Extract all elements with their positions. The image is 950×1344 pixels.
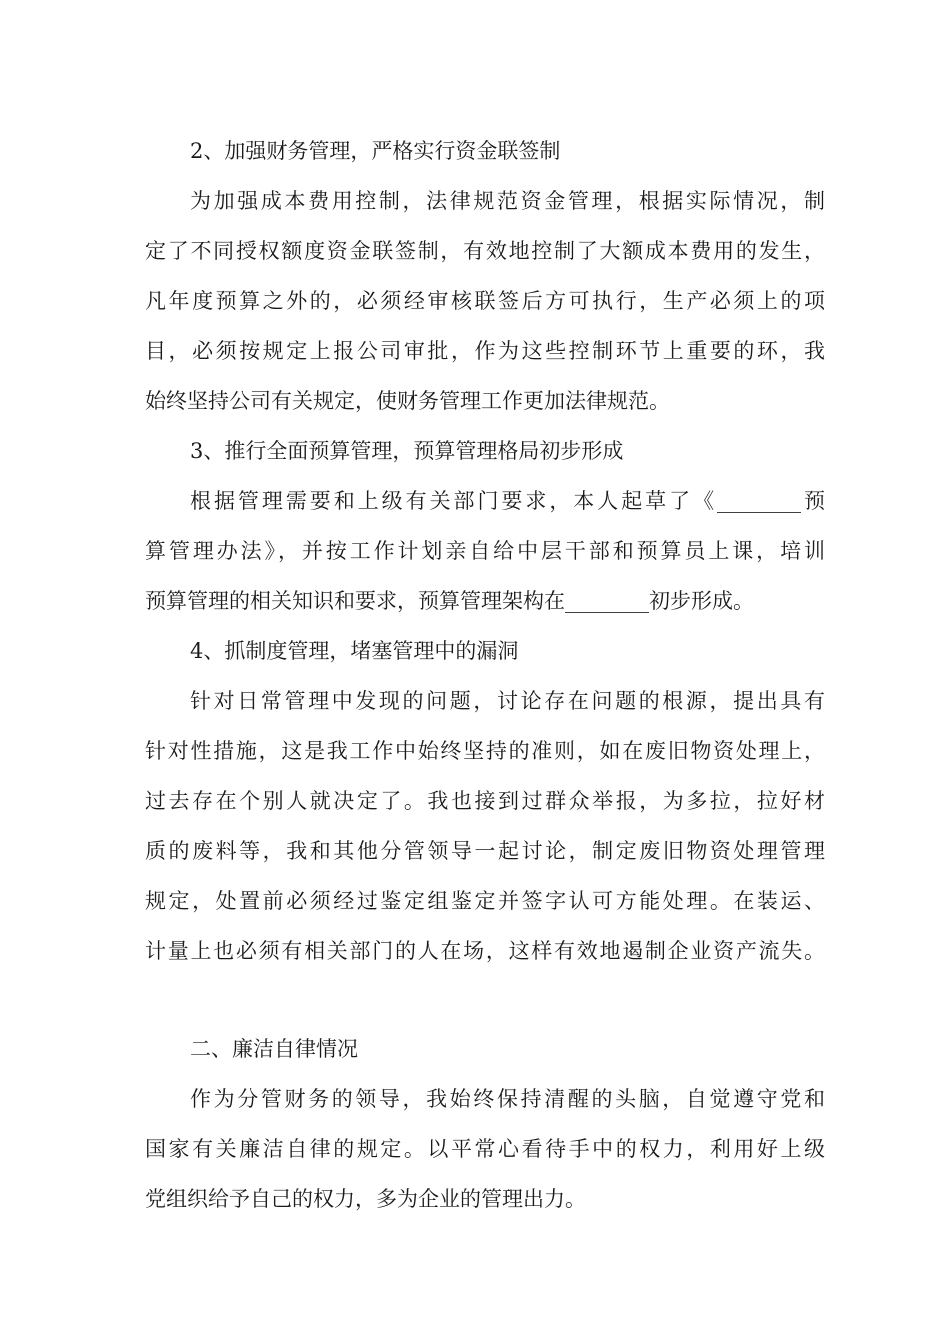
paragraph-line: 始终坚持公司有关规定，使财务管理工作更加法律规范。	[145, 389, 670, 413]
paragraph-line: 针对日常管理中发现的问题，讨论存在问题的根源，提出具有	[190, 689, 825, 713]
paragraph-line: 计量上也必须有相关部门的人在场，这样有效地遏制企业资产流失。	[145, 939, 825, 963]
section-heading-two: 二、廉洁自律情况	[190, 1037, 358, 1061]
paragraph-line: 过去存在个别人就决定了。我也接到过群众举报，为多拉，拉好材	[145, 789, 825, 813]
paragraph-line: 算管理办法》，并按工作计划亲自给中层干部和预算员上课，培训	[145, 539, 825, 563]
paragraph-line: 作为分管财务的领导，我始终保持清醒的头脑，自觉遵守党和	[190, 1087, 825, 1111]
paragraph-line: 目，必须按规定上报公司审批，作为这些控制环节上重要的环，我	[145, 339, 825, 363]
paragraph-line: 规定，处置前必须经过鉴定组鉴定并签字认可方能处理。在装运、	[145, 889, 825, 913]
paragraph-line: 根据管理需要和上级有关部门要求，本人起草了《________预	[190, 489, 825, 513]
paragraph-line: 党组织给予自己的权力，多为企业的管理出力。	[145, 1187, 586, 1211]
section-heading-3: 3、推行全面预算管理，预算管理格局初步形成	[190, 439, 624, 463]
paragraph-line: 定了不同授权额度资金联签制，有效地控制了大额成本费用的发生，	[145, 239, 825, 263]
paragraph-line: 凡年度预算之外的，必须经审核联签后方可执行，生产必须上的项	[145, 289, 825, 313]
section-heading-2: 2、加强财务管理，严格实行资金联签制	[190, 139, 561, 163]
paragraph-line: 质的废料等，我和其他分管领导一起讨论，制定废旧物资处理管理	[145, 839, 825, 863]
section-heading-4: 4、抓制度管理，堵塞管理中的漏洞	[190, 639, 519, 663]
paragraph-line: 预算管理的相关知识和要求，预算管理架构在________初步形成。	[145, 589, 754, 613]
paragraph-line: 针对性措施，这是我工作中始终坚持的准则，如在废旧物资处理上，	[145, 739, 825, 763]
paragraph-line: 为加强成本费用控制，法律规范资金管理，根据实际情况，制	[190, 189, 825, 213]
paragraph-line: 国家有关廉洁自律的规定。以平常心看待手中的权力，利用好上级	[145, 1137, 825, 1161]
